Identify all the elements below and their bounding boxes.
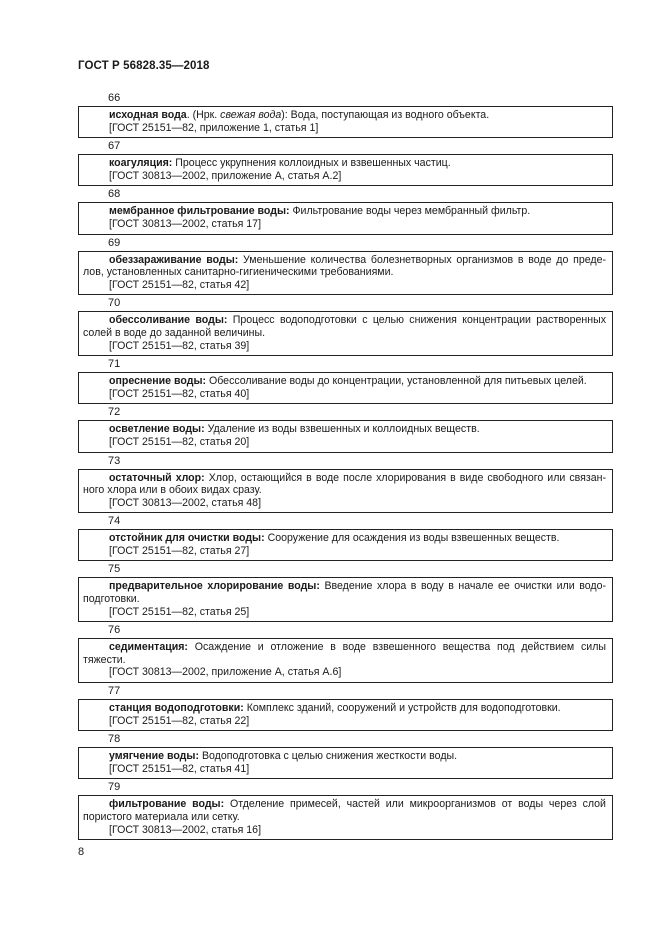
entry-reference: [ГОСТ 30813—2002, приложение А, статья А.2] [109,169,342,182]
entry-definition [83,254,606,279]
entry-note-prefix: (Нрк. [192,109,221,121]
document-header: ГОСТ Р 56828.35—2018 [78,60,210,72]
entry-number: 77 [108,685,121,698]
entry-reference: [ГОСТ 25151—82, статья 40] [109,387,250,400]
entry-definition [83,702,606,715]
term-entry [78,186,613,234]
entry-definition-text: Фильтрование воды через мембранный фильтр. [292,205,531,218]
entry-definition-text: Процесс водоподготовки с целью снижения концентрации растворенных солей в воде до заданной величины. [83,314,606,339]
entry-definition [83,375,606,388]
entry-reference: [ГОСТ 25151—82, статья 39] [109,339,250,352]
term-entry [78,561,613,622]
entry-number: 69 [108,236,121,249]
term-entry [78,683,613,731]
entry-reference: [ГОСТ 30813—2002, статья 48] [109,496,262,509]
entry-definition-text: Обессоливание воды до концентрации, установленной для питьевых целей. [208,375,587,388]
entry-reference: [ГОСТ 25151—82, статья 27] [109,544,250,557]
entry-number: 71 [108,358,121,371]
entry-deprecated-term: свежая вода [220,109,282,121]
entry-number: 68 [108,188,121,201]
entry-definition-text: ): Вода, поступающая из водного объекта. [281,109,490,121]
term-entry [78,622,613,683]
entry-definition [83,472,606,497]
entry-term: остаточный хлор: [109,471,205,484]
entry-term: обессоливание воды: [109,314,228,327]
entry-definition-text: Сооружение для осаждения из воды взвешенных веществ. [267,532,560,545]
entry-definition-text: Отделение примесей, частей или микроорганизмов от воды через слой пористого материала или сетку. [83,798,606,823]
entry-reference: [ГОСТ 25151—82, приложение 1, статья 1] [109,121,319,134]
entry-term: отстойник для очистки воды: [109,532,265,545]
entry-term: предварительное хлорирование воды: [109,580,320,593]
entry-number: 67 [108,140,121,153]
entry-definition [83,157,606,170]
entry-definition [83,314,606,339]
term-entry [78,731,613,779]
entry-box [78,638,613,683]
entry-number: 74 [108,515,121,528]
entry-reference: [ГОСТ 30813—2002, статья 16] [109,823,262,836]
entry-term: обеззараживание воды: [109,253,239,266]
entry-reference: [ГОСТ 25151—82, статья 41] [109,762,250,775]
entry-number: 76 [108,624,121,637]
entry-definition [83,109,606,122]
term-entry [78,90,613,138]
entry-box [78,311,613,356]
entry-definition-text: Осаждение и отложение в воде взвешенного вещества под действием силы тяжести. [83,641,607,666]
entry-reference: [ГОСТ 25151—82, статья 22] [109,714,250,727]
entry-box [78,372,613,404]
entry-definition [83,750,606,763]
entry-term: мембранное фильтрование воды: [109,205,290,218]
entry-number: 73 [108,454,121,467]
entry-term: седиментация: [109,641,188,654]
term-entry [78,779,613,840]
entry-box [78,577,613,622]
entry-separator: . [186,109,193,121]
term-entry [78,138,613,186]
entry-definition-text: Процесс укрупнения коллоидных и взвешенных частиц. [175,157,451,170]
entry-number: 75 [108,563,121,576]
term-entries [78,90,613,840]
entry-definition-text: Уменьшение количества болезнетворных организмов в воде до преде-лов, установленных санитарно-гигиеническими требованиями. [83,253,606,279]
entry-box [78,154,613,186]
entry-definition [83,798,606,823]
term-entry [78,356,613,404]
entry-box [78,420,613,452]
entry-definition [83,532,606,545]
entry-reference: [ГОСТ 25151—82, статья 20] [109,435,250,448]
entry-term: осветление воды: [109,423,205,436]
term-entry [78,235,613,296]
term-entry [78,453,613,514]
entry-term: фильтрование воды: [109,798,225,811]
entry-number: 70 [108,297,121,310]
entry-definition [83,580,606,605]
entry-definition [83,205,606,218]
entry-definition-text: Водоподготовка с целью снижения жесткости воды. [201,750,458,763]
page-number: 8 [78,846,85,858]
entry-box [78,202,613,234]
term-entry [78,404,613,452]
entry-term: станция водоподготовки: [109,702,244,715]
entry-definition-text: Удаление из воды взвешенных и коллоидных веществ. [207,423,480,436]
entry-box [78,795,613,840]
entry-box [78,251,613,296]
entry-number: 72 [108,406,121,419]
entry-term: умягчение воды: [109,750,199,763]
entry-number: 78 [108,733,121,746]
entry-box [78,469,613,514]
entry-reference: [ГОСТ 30813—2002, приложение А, статья А.6] [109,666,342,679]
term-entry [78,295,613,356]
entry-definition-text: Введение хлора в воду в начале ее очистки или водо-подготовки. [83,580,606,606]
entry-number: 79 [108,781,121,794]
entry-term: коагуляция: [109,157,173,170]
entry-box [78,106,613,138]
entry-term: исходная вода [109,109,187,121]
entry-term: опреснение воды: [109,375,207,388]
entry-definition-text: Хлор, остающийся в воде после хлорирования в виде свободного или связан-ного хлора или в обоих видах сразу. [83,471,607,497]
entry-box [78,747,613,779]
entry-box [78,529,613,561]
term-entry [78,513,613,561]
entry-definition [83,641,606,666]
entry-separator [188,641,195,653]
entry-definition-text: Комплекс зданий, сооружений и устройств для водоподготовки. [246,702,561,715]
entry-reference: [ГОСТ 30813—2002, статья 17] [109,217,262,230]
entry-number: 66 [108,92,121,104]
entry-box [78,699,613,731]
entry-reference: [ГОСТ 25151—82, статья 25] [109,605,250,618]
entry-definition [83,423,606,436]
entry-reference: [ГОСТ 25151—82, статья 42] [109,278,250,291]
